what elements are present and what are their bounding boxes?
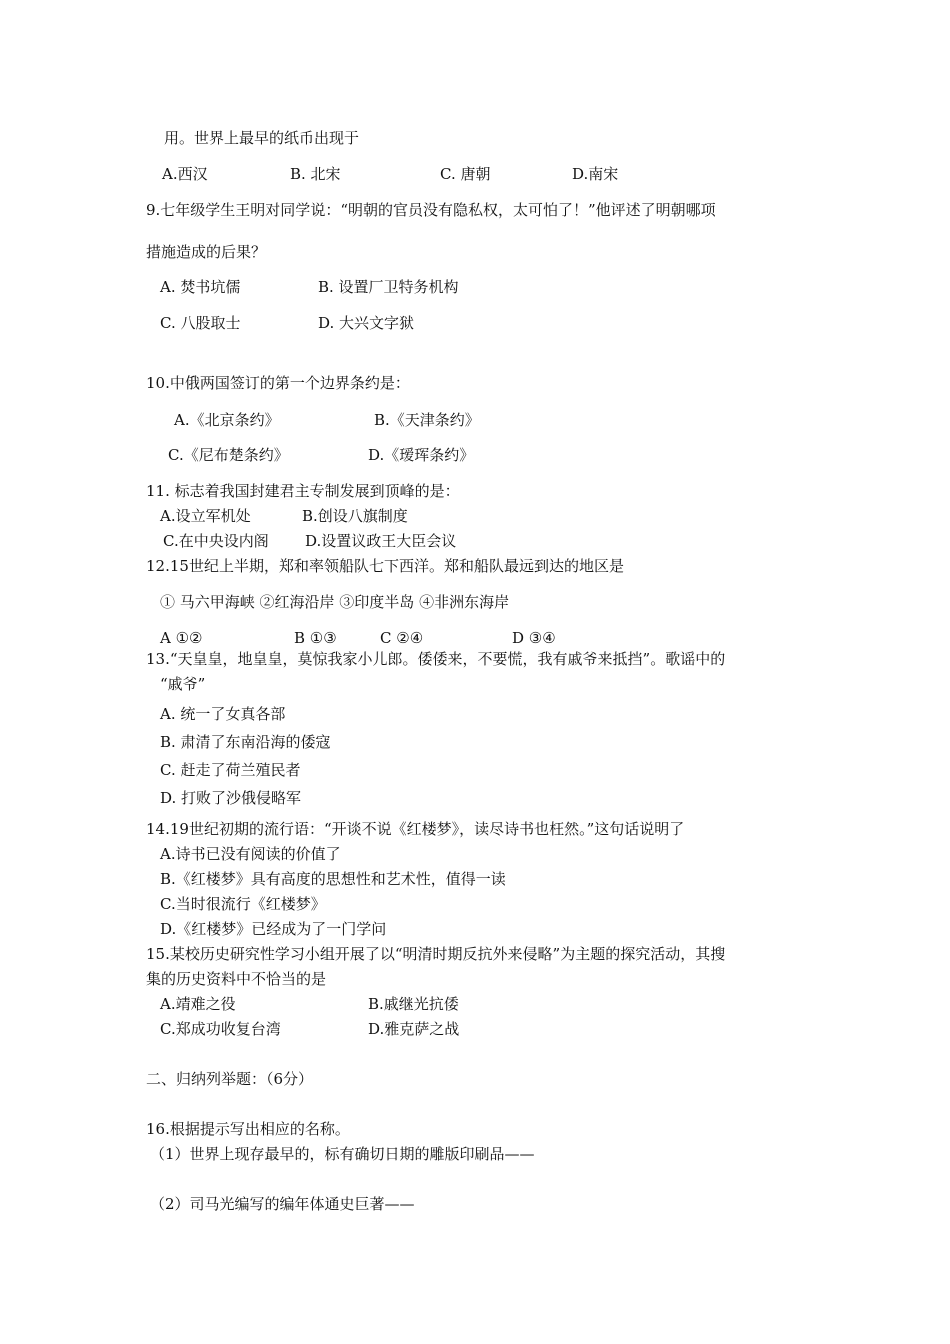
q12-items: ① 马六甲海峡 ②红海沿岸 ③印度半岛 ④非洲东海岸	[160, 593, 510, 611]
q15-option-b: B.戚继光抗倭	[368, 995, 459, 1013]
q12-option-d: D ③④	[512, 629, 556, 647]
q14-option-c: C.当时很流行《红楼梦》	[160, 895, 326, 913]
q8-option-c: C. 唐朝	[440, 165, 491, 183]
q13-stem-line2: “戚爷”	[160, 675, 206, 693]
q14-option-d: D.《红楼梦》已经成为了一门学问	[160, 920, 387, 938]
q11-option-a: A.设立军机处	[160, 507, 251, 525]
q10-option-d: D.《瑷珲条约》	[368, 446, 475, 464]
q10-option-c: C.《尼布楚条约》	[168, 446, 289, 464]
q8-option-a: A.西汉	[162, 165, 208, 183]
q8-option-d: D.南宋	[572, 165, 619, 183]
q12-option-c: C ②④	[380, 629, 424, 647]
q13-option-a: A. 统一了女真各部	[160, 705, 286, 723]
q9-stem-line1: 9.七年级学生王明对同学说：“明朝的官员没有隐私权，太可怕了！”他评述了明朝哪项	[146, 201, 716, 219]
q11-option-b: B.创设八旗制度	[302, 507, 408, 525]
q14-option-b: B.《红楼梦》具有高度的思想性和艺术性，值得一读	[160, 870, 506, 888]
q15-stem-line1: 15.某校历史研究性学习小组开展了以“明清时期反抗外来侵略”为主题的探究活动，其搜	[146, 945, 726, 963]
q9-option-c: C. 八股取士	[160, 314, 241, 332]
q16-part-2: （2）司马光编写的编年体通史巨著——	[150, 1195, 415, 1213]
q15-option-d: D.雅克萨之战	[368, 1020, 460, 1038]
q10-option-b: B.《天津条约》	[374, 411, 480, 429]
q13-option-c: C. 赶走了荷兰殖民者	[160, 761, 301, 779]
q12-option-a: A ①②	[160, 629, 203, 647]
q11-option-d: D.设置议政王大臣会议	[305, 532, 457, 550]
q13-option-d: D. 打败了沙俄侵略军	[160, 789, 302, 807]
q11-stem: 11. 标志着我国封建君主专制发展到顶峰的是：	[146, 482, 460, 500]
q14-option-a: A.诗书已没有阅读的价值了	[160, 845, 341, 863]
q16-stem: 16.根据提示写出相应的名称。	[146, 1120, 350, 1138]
q8-stem-continuation: 用。世界上最早的纸币出现于	[164, 129, 360, 147]
q9-option-a: A. 焚书坑儒	[160, 278, 241, 296]
q14-stem: 14.19世纪初期的流行语：“开谈不说《红楼梦》，读尽诗书也枉然。”这句话说明了	[146, 820, 685, 838]
q15-option-c: C.郑成功收复台湾	[160, 1020, 281, 1038]
q12-stem: 12.15世纪上半期，郑和率领船队七下西洋。郑和船队最远到达的地区是	[146, 557, 624, 575]
q12-option-b: B ①③	[294, 629, 337, 647]
q15-option-a: A.靖难之役	[160, 995, 236, 1013]
q16-part-1: （1）世界上现存最早的，标有确切日期的雕版印刷品——	[150, 1145, 535, 1163]
q15-stem-line2: 集的历史资料中不恰当的是	[146, 970, 327, 988]
q13-option-b: B. 肃清了东南沿海的倭寇	[160, 733, 331, 751]
section-2-heading: 二、归纳列举题：（6分）	[146, 1070, 314, 1088]
q10-option-a: A.《北京条约》	[174, 411, 280, 429]
q9-stem-line2: 措施造成的后果？	[146, 243, 267, 261]
q9-option-d: D. 大兴文字狱	[318, 314, 415, 332]
q8-option-b: B. 北宋	[290, 165, 341, 183]
q9-option-b: B. 设置厂卫特务机构	[318, 278, 459, 296]
q13-stem-line1: 13.“天皇皇，地皇皇，莫惊我家小儿郎。倭倭来，不要慌，我有戚爷来抵挡”。歌谣中的	[146, 650, 726, 668]
q10-stem: 10.中俄两国签订的第一个边界条约是：	[146, 374, 410, 392]
q11-option-c: C.在中央设内阁	[163, 532, 269, 550]
